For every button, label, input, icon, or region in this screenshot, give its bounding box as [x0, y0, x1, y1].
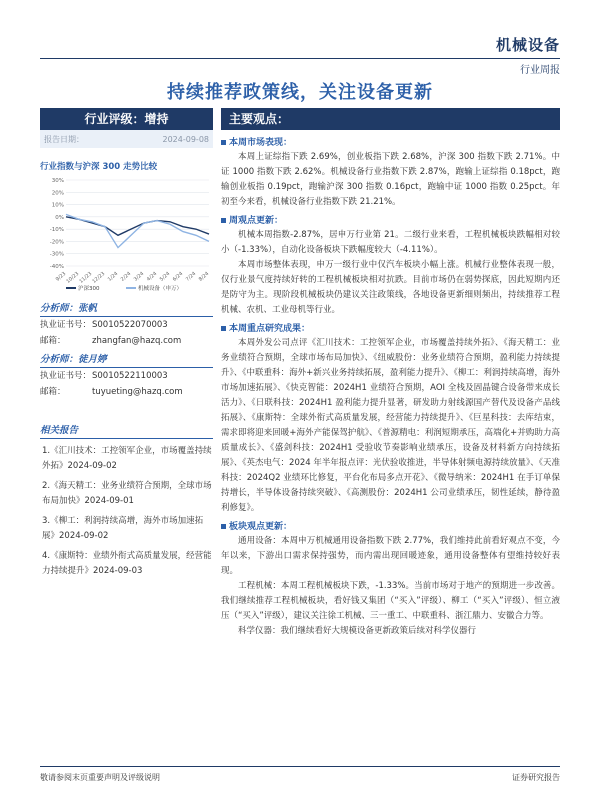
section-paragraph: 工程机械：本周工程机械板块下跌，-1.33%。当前市场对于地产的预期进一步改善。我们继续推荐工程机械板块，看好钱又集团（“买入”评级）、柳工（“买入”评级）、恒立液压（“买入”评级），建议关注徐工机械、三一重工、中联重科、浙江鼎力、安徽合力等。 [221, 581, 560, 621]
x-tick-label: 1/24 [106, 270, 120, 283]
analyst-1 [40, 300, 213, 349]
cert-label: 执业证书号： [40, 371, 92, 381]
series-line [66, 214, 209, 247]
related-report-item[interactable]: 3.《柳工：利润持续高增，海外市场加速拓展》2024-09-02 [42, 516, 204, 541]
section-heading-text: 本周市场表现： [229, 138, 293, 148]
analyst-2-cert [40, 368, 213, 384]
related-report-item[interactable]: 2.《海天精工：业务业绩符合预期，全球市场布局加快》2024-09-01 [42, 481, 212, 506]
rating-value: 增持 [144, 112, 169, 126]
y-tick-label: -30% [49, 251, 64, 258]
related-title: 相关报告 [40, 425, 79, 436]
analyst-1-cert [40, 317, 213, 333]
footer-divider [40, 766, 560, 767]
footer-label: 证券研究报告 [512, 773, 560, 782]
report-date-row [40, 130, 213, 148]
analyst-2 [40, 351, 213, 400]
section-heading [221, 520, 560, 534]
y-tick-label: 30% [51, 178, 64, 184]
analyst-1-title: 分析师：张帆 [40, 303, 98, 314]
email-label: 邮箱： [40, 387, 66, 397]
x-tick-label: 11/23 [78, 270, 94, 285]
footer-disclaimer: 敬请参阅末页重要声明及评级说明 [40, 773, 160, 782]
analyst-1-email [40, 333, 213, 349]
email-value[interactable]: zhangfan@hazq.com [92, 336, 182, 346]
main-view-bar: 主要观点： [221, 108, 560, 130]
x-tick-label: 8/24 [197, 270, 211, 283]
x-tick-label: 7/24 [184, 270, 198, 283]
sector-label [496, 34, 560, 55]
section-heading [221, 322, 560, 336]
y-tick-label: -40% [49, 264, 64, 270]
report-type: 行业周报 [520, 65, 560, 76]
y-tick-label: 10% [51, 202, 64, 209]
analyst-2-email [40, 384, 213, 400]
section-paragraph: 机械本周指数-2.87%，居申万行业第 21。二级行业来看，工程机械板块跌幅相对较小（-1.33%），自动化设备板块下跌幅度较大（-4.11%）。 [221, 230, 560, 255]
report-title: 持续推荐政策线，关注设备更新 [167, 82, 433, 103]
email-value[interactable]: tuyueting@hazq.com [92, 387, 183, 397]
y-tick-label: -10% [49, 227, 64, 234]
cert-label: 执业证书号： [40, 320, 92, 330]
x-tick-label: 6/24 [171, 270, 185, 283]
sector-name: 机械设备 [495, 36, 560, 54]
x-tick-label: 12/23 [91, 270, 107, 285]
main-content [221, 108, 560, 639]
related-report-item[interactable]: 1.《汇川技术：工控领军企业，市场覆盖持续外拓》2024-09-02 [42, 446, 212, 471]
analyst-2-title: 分析师：徒月婷 [40, 354, 107, 365]
x-tick-label: 2/24 [119, 270, 133, 283]
section-heading [221, 214, 560, 228]
bullet-square-icon [221, 524, 226, 529]
x-tick-label: 4/24 [145, 270, 159, 283]
x-tick-label: 10/23 [65, 270, 81, 285]
cert-value: S0010522110003 [92, 371, 168, 381]
section-heading-text: 板块观点更新： [229, 522, 293, 532]
date-value: 2024-09-08 [162, 134, 209, 144]
index-chart [40, 176, 213, 294]
chart-title: 行业指数与沪深 300 走势比较 [40, 162, 158, 172]
rating-box [40, 108, 213, 130]
header-divider [40, 58, 560, 59]
legend-label: 机械设备（申万） [138, 286, 183, 292]
x-tick-label: 9/23 [54, 270, 68, 283]
related-reports [40, 422, 213, 579]
date-label: 报告日期： [44, 134, 84, 144]
email-label: 邮箱： [40, 336, 66, 346]
bullet-square-icon [221, 326, 226, 331]
legend-label: 沪深300 [78, 286, 100, 292]
related-divider [40, 438, 213, 439]
related-report-item[interactable]: 4.《康斯特：业绩外衔式高质量发展，经营能力持续提升》2024-09-03 [42, 551, 212, 576]
section-paragraph: 本周上证综指下跌 2.69%，创业板指下跌 2.68%，沪深 300 指数下跌 2.71%。中证 1000 指数下跌 2.62%。机械设备行业指数下跌 2.87%，跑输上证综指 0.18pct，跑输创业板指 0.19pct，跑输沪深 300 指数 0.16pct，跑输中证 1000 指数 0.25pct。年初至今来看，机械设备行业指数下跌 21.21%。 [221, 152, 560, 207]
y-tick-label: 0% [55, 214, 64, 221]
section-heading-text: 本周重点研究成果： [229, 324, 311, 334]
section-paragraph: 本周外发公司点评《汇川技术：工控领军企业，市场覆盖持续外拓》、《海天精工：业务业绩符合预期，全球市场布局加快》、《纽威股份：业务业绩符合预期，盈利能力持续提升》、《中联重科：海外+新兴业务持续拓展，盈利能力提升》、《柳工：利润持续高增，海外市场加速拓展》、《快克智能：2024H1 业绩符合预期，AOI 全栈及固晶键合设备带来成长活力》、《日联科技：2024H1 盈利能力提升显著，研发助力射线源国产替代及设备产品线拓展》、《康斯特：全球外衔式高质量发展，经营能力持续提升》、《巨星科技：去库结束，需求即将迎来回暖+海外产能保驾护航》、《普源精电：利润短期承压，高端化+并购助力高质量成长》、《盛剑科技：2024H1 受验收节奏影响业绩承压，设备及材料新方向持续拓展》、《英杰电气：2024 年半年报点评：光伏验收推进，半导体射频电源持续放量》、《天准科技：2024Q2 业绩环比修复，平台化布局多点开花》、《微导纳米：2024H1 在手订单保持增长，半导体设备持续突破》、《高测股份：2024H1 公司业绩承压，韧性延续，静待盈利修复》。 [221, 338, 560, 513]
section-paragraph: 本周市场整体表现，申万一级行业中仅汽车板块小幅上涨。机械行业整体表现一般，仅行业景气度持续好转的工程机械板块相对抗跌。目前市场仍在弱势探底，因此短期内还是防守为主。现阶段机械板块仍建议关注政策线，各地设备更新细则频出，持续推荐工程机械、农机、工业母机等行业。 [221, 260, 560, 315]
y-tick-label: -20% [49, 239, 64, 246]
left-sidebar [40, 108, 213, 579]
bullet-square-icon [221, 218, 226, 223]
bullet-square-icon [221, 140, 226, 145]
index-chart-svg [40, 176, 213, 294]
cert-value: S0010522070003 [92, 320, 168, 330]
section-paragraph: 科学仪器：我们继续看好大规模设备更新政策后续对科学仪器行 [238, 626, 477, 636]
section-heading-text: 周观点更新： [229, 216, 284, 226]
x-tick-label: 3/24 [132, 270, 146, 283]
section-heading [221, 136, 560, 150]
section-paragraph: 通用设备：本周申万机械通用设备指数下跌 2.77%，我们维持此前看好观点不变，今年以来，下游出口需求保持强势，而内需出现回暖迹象，通用设备整体有望维持较好表现。 [221, 536, 560, 576]
y-tick-label: 20% [51, 190, 64, 197]
x-tick-label: 5/24 [158, 270, 172, 283]
rating-label: 行业评级： [84, 112, 145, 126]
